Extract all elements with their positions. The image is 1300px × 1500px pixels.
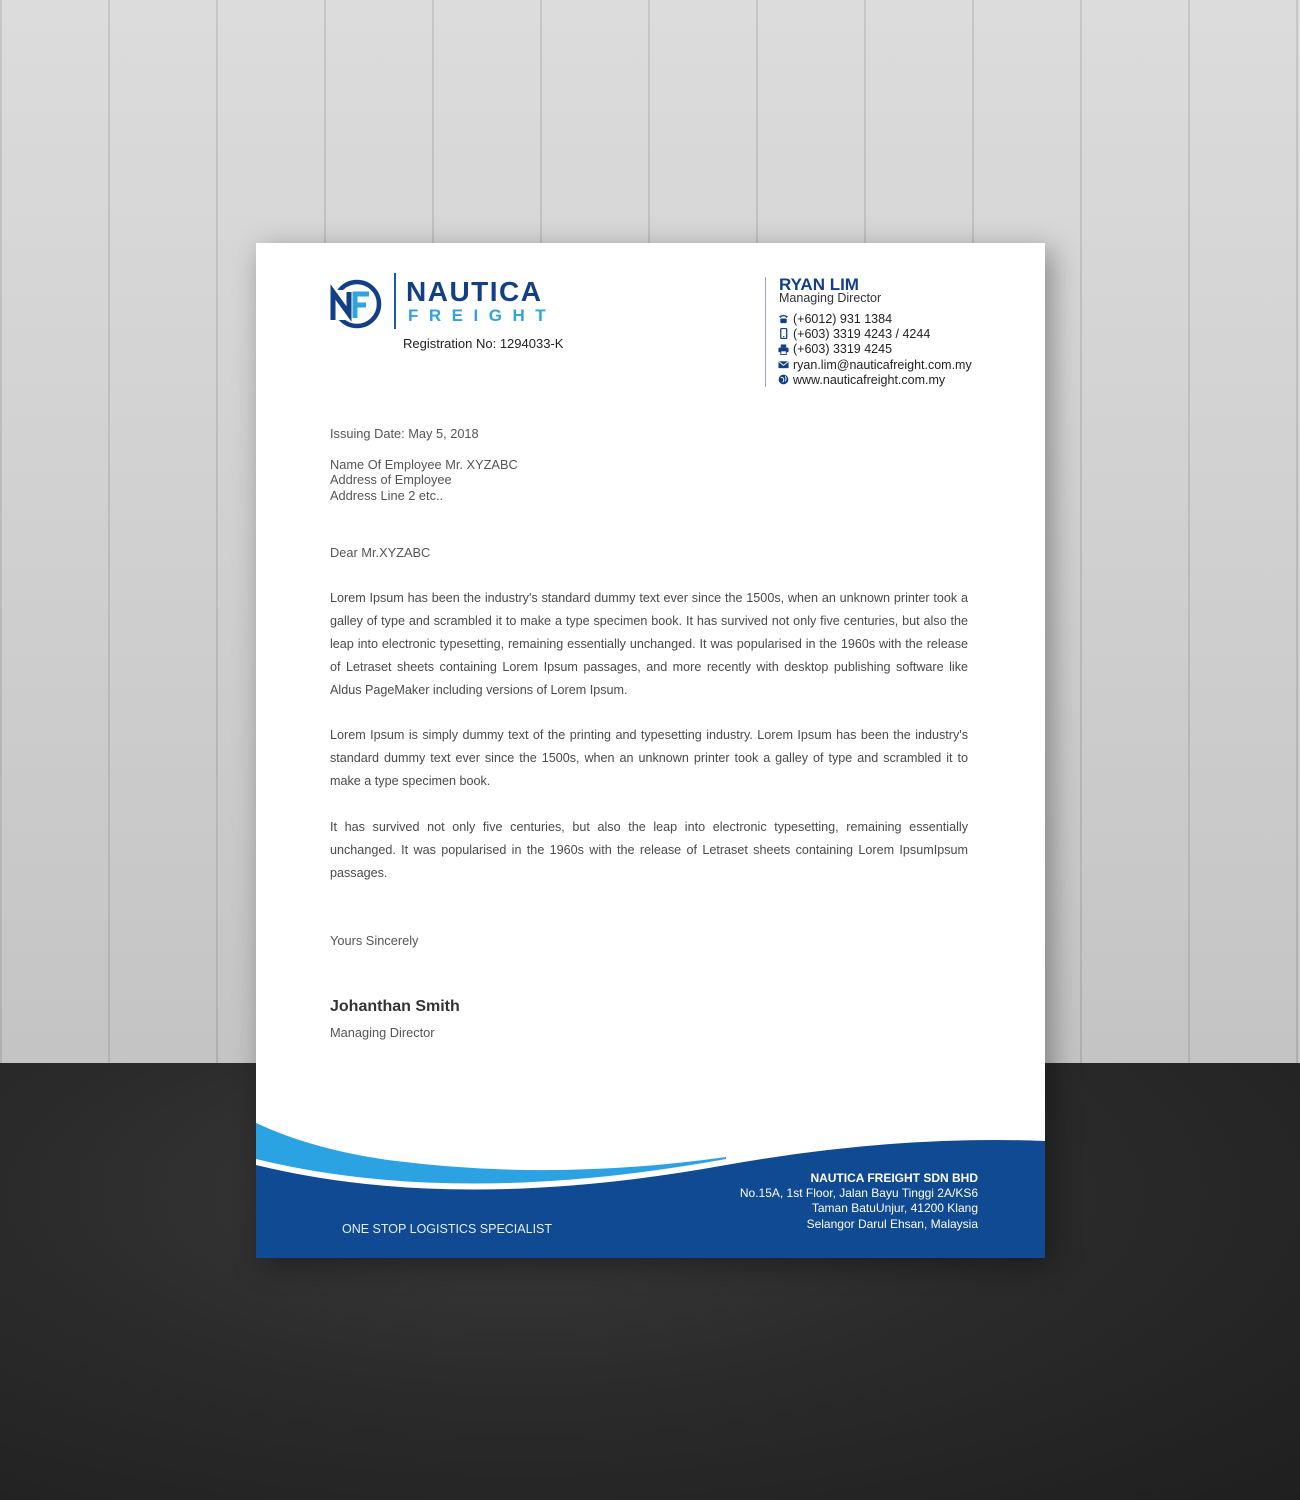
salutation: Dear Mr.XYZABC (330, 545, 431, 560)
phone-icon (778, 313, 789, 324)
contact-fax-text[interactable]: (+603) 3319 4245 (793, 342, 893, 357)
signatory-name: Johanthan Smith (330, 998, 460, 1015)
contact-row-email (778, 357, 972, 372)
contact-divider (765, 277, 766, 387)
contact-email-text[interactable]: ryan.lim@nauticafreight.com.my (793, 357, 972, 372)
contact-list (778, 311, 972, 387)
brand-subtitle: FREIGHT (408, 306, 557, 325)
brand-name: NAUTICA (406, 276, 543, 307)
address-line: Address of Employee (330, 472, 452, 488)
contact-row-website (778, 372, 972, 387)
logo-divider (394, 273, 396, 329)
mobile-icon (778, 328, 789, 339)
footer-tagline: ONE STOP LOGISTICS SPECIALIST (342, 1222, 553, 1236)
issuing-date: Issuing Date: May 5, 2018 (330, 426, 479, 441)
recipient-address (330, 457, 518, 503)
contact-website-text[interactable]: www.nauticafreight.com.my (793, 372, 946, 387)
contact-mobile-text[interactable]: (+603) 3319 4243 / 4244 (793, 326, 931, 341)
registration-number: Registration No: 1294033-K (403, 336, 564, 351)
contact-phone-text[interactable]: (+6012) 931 1384 (793, 311, 893, 326)
contact-row-mobile (778, 326, 972, 341)
contact-row-phone (778, 311, 972, 326)
fax-icon (778, 344, 789, 355)
signatory-title: Managing Director (330, 1025, 435, 1040)
body-paragraph: It has survived not only five centuries, but also the leap into electronic typesetting, remaining essentially unchanged. It was popularised in the 1960s with the release of Letraset sheets containing Lorem IpsumIpsum passages. (330, 820, 968, 880)
address-line: Address Line 2 etc.. (330, 487, 444, 503)
closing: Yours Sincerely (330, 933, 419, 948)
nautica-freight-logo-icon (327, 276, 383, 332)
body-paragraph: Lorem Ipsum is simply dummy text of the printing and typesetting industry. Lorem Ipsum has been the industry's standard dummy text ever since the 1500s, when an unknown printer took a galley of type and scrambled it to make a type specimen book. (330, 728, 968, 788)
contact-name: RYAN LIM (779, 275, 859, 294)
footer-address-line: No.15A, 1st Floor, Jalan Bayu Tinggi 2A/KS6 (739, 1186, 978, 1201)
footer-address-line: Selangor Darul Ehsan, Malaysia (806, 1216, 978, 1231)
footer-address-line: Taman BatuUnjur, 41200 Klang (811, 1201, 978, 1216)
contact-title: Managing Director (779, 291, 882, 305)
letterhead-page (256, 243, 1045, 1258)
footer-company-name: NAUTICA FREIGHT SDN BHD (810, 1171, 978, 1185)
body-paragraph: Lorem Ipsum has been the industry's standard dummy text ever since the 1500s, when an unknown printer took a galley of type and scrambled it to make a type specimen book. It has survived not only five centuries, but also the leap into electronic typesetting, remaining essentially unchanged. It was popularised in the 1960s with the release of Letraset sheets containing Lorem Ipsum passages, and more recently with desktop publishing software like Aldus PageMaker including versions of Lorem Ipsum. (330, 591, 968, 697)
globe-icon (778, 374, 789, 385)
footer-address (740, 1171, 978, 1232)
email-icon (778, 359, 789, 370)
address-line: Name Of Employee Mr. XYZABC (330, 457, 518, 472)
contact-row-fax (778, 342, 972, 357)
